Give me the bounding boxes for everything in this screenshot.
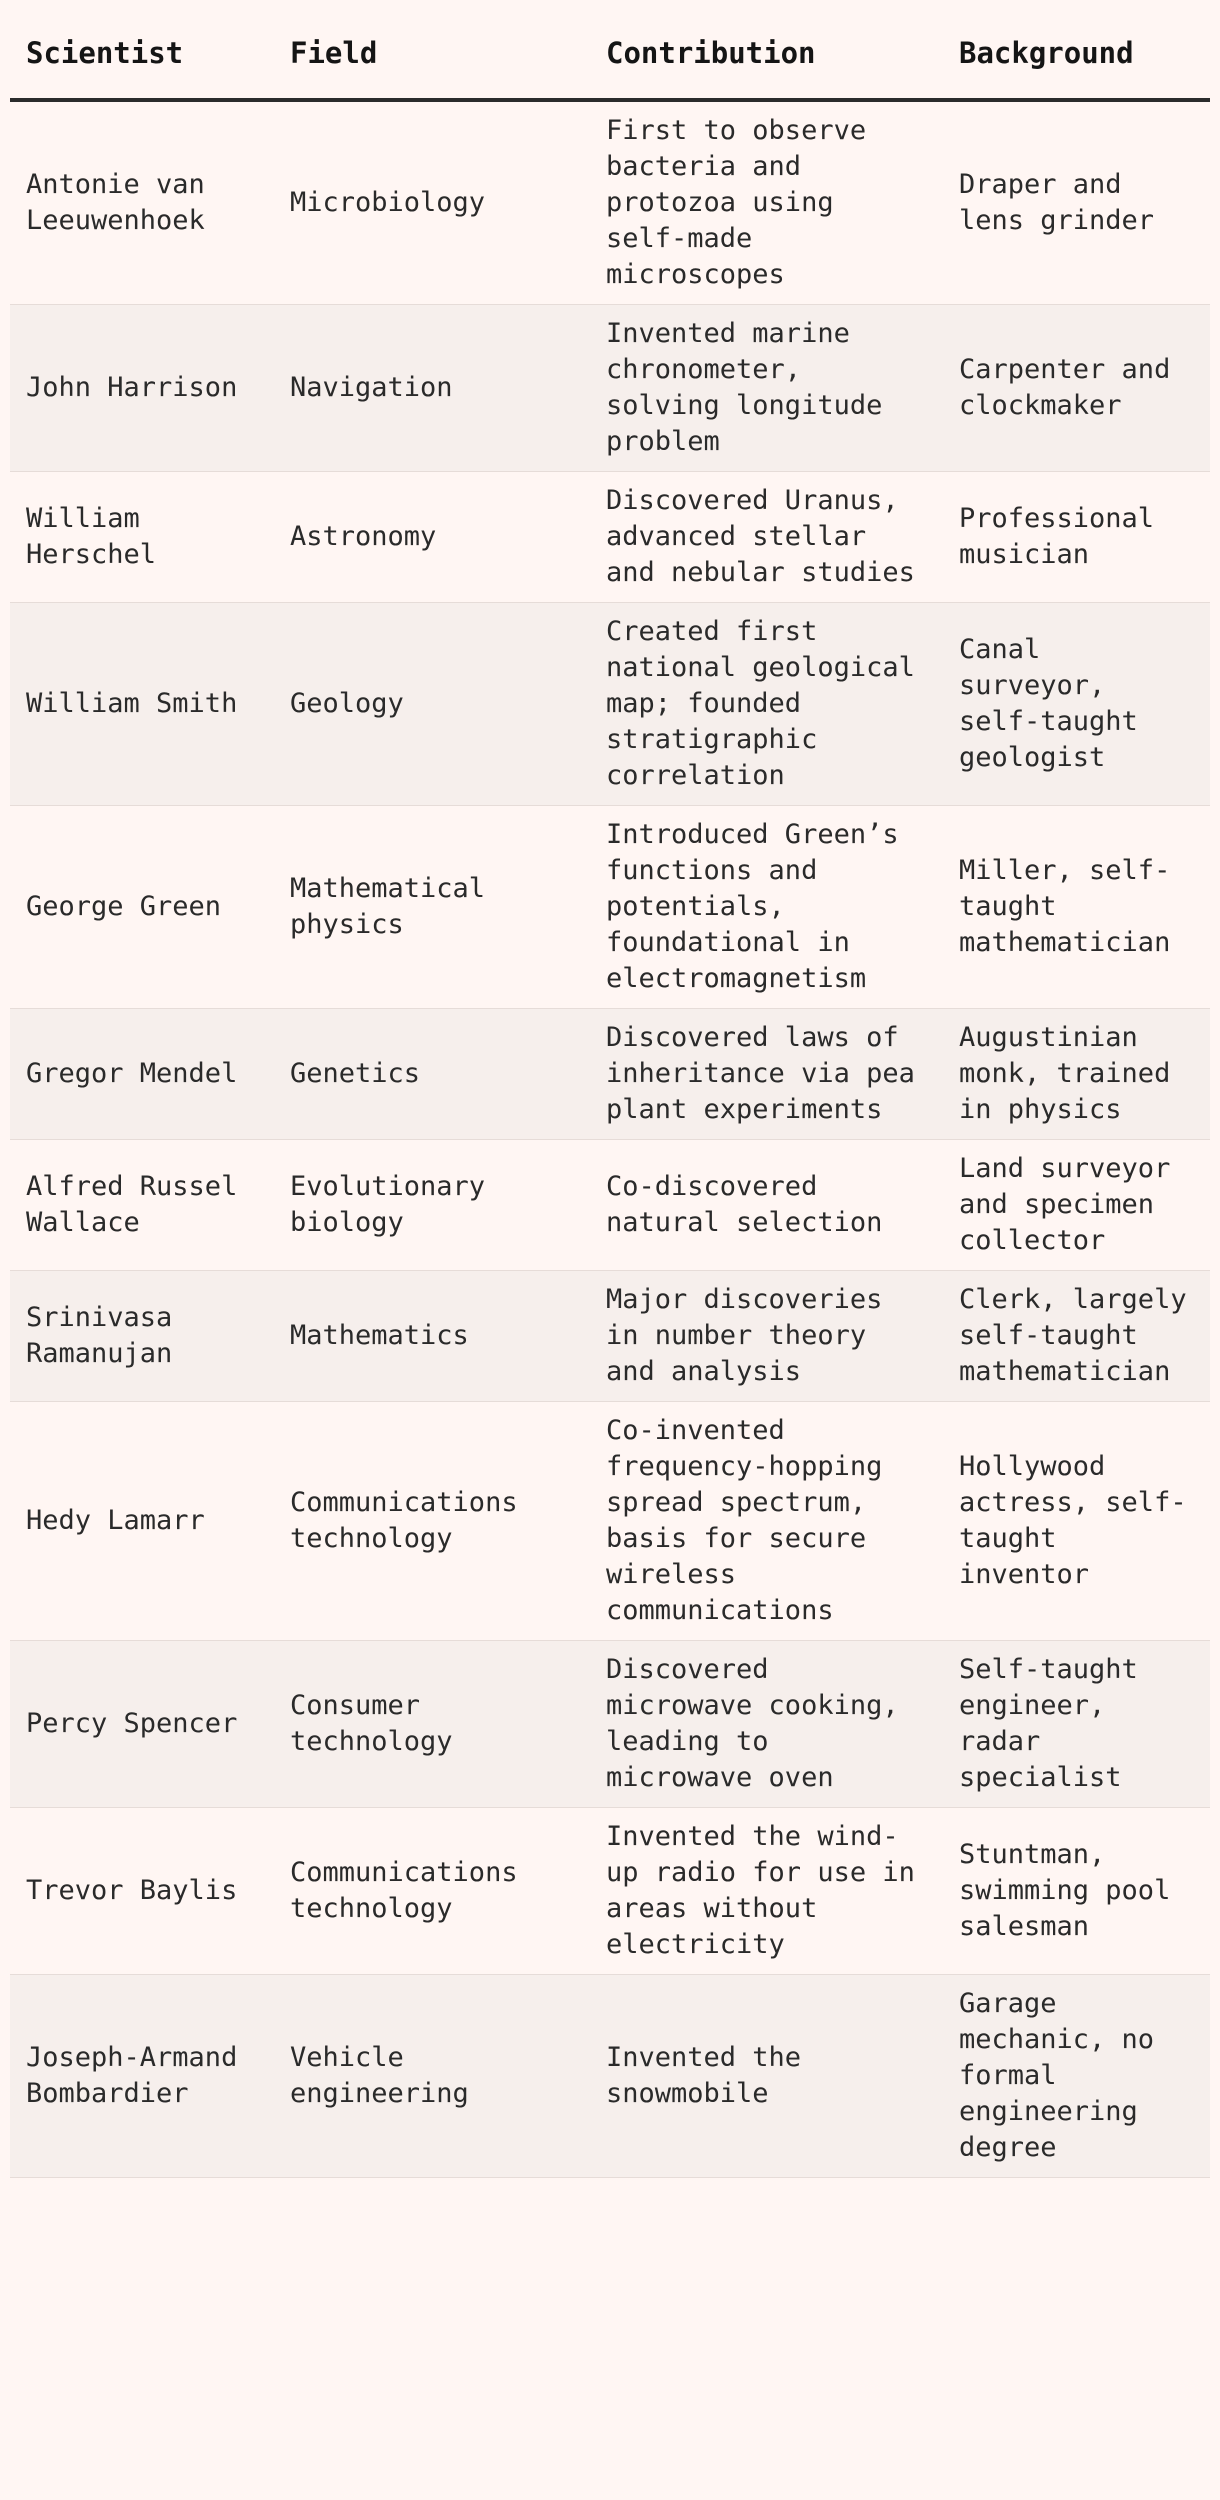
cell-field: Consumer technology — [274, 1641, 590, 1808]
cell-background: Garage mechanic, no formal engineering degree — [943, 1975, 1210, 2178]
table-row — [10, 1140, 1210, 1271]
cell-field: Navigation — [274, 305, 590, 472]
cell-background: Canal surveyor, self-taught geologist — [943, 603, 1210, 806]
table-row — [10, 1641, 1210, 1808]
table-row — [10, 806, 1210, 1009]
cell-scientist: Percy Spencer — [10, 1641, 274, 1808]
cell-field: Communications technology — [274, 1402, 590, 1641]
cell-scientist: Gregor Mendel — [10, 1009, 274, 1140]
cell-field: Genetics — [274, 1009, 590, 1140]
table-row — [10, 1271, 1210, 1402]
cell-field: Microbiology — [274, 100, 590, 305]
cell-contribution: Co-invented frequency-hopping spread spectrum, basis for secure wireless communications — [590, 1402, 943, 1641]
table-body — [10, 100, 1210, 2178]
table-row — [10, 1975, 1210, 2178]
cell-scientist: George Green — [10, 806, 274, 1009]
table-row — [10, 1009, 1210, 1140]
cell-scientist: William Herschel — [10, 472, 274, 603]
table-row — [10, 472, 1210, 603]
cell-field: Geology — [274, 603, 590, 806]
cell-background: Augustinian monk, trained in physics — [943, 1009, 1210, 1140]
cell-field: Vehicle engineering — [274, 1975, 590, 2178]
table-row — [10, 100, 1210, 305]
header-background: Background — [943, 0, 1210, 100]
header-field: Field — [274, 0, 590, 100]
cell-contribution: Discovered microwave cooking, leading to microwave oven — [590, 1641, 943, 1808]
cell-scientist: Srinivasa Ramanujan — [10, 1271, 274, 1402]
cell-field: Astronomy — [274, 472, 590, 603]
header-contribution: Contribution — [590, 0, 943, 100]
cell-background: Carpenter and clockmaker — [943, 305, 1210, 472]
cell-scientist: William Smith — [10, 603, 274, 806]
cell-background: Professional musician — [943, 472, 1210, 603]
scientists-table — [10, 0, 1210, 2178]
cell-scientist: Alfred Russel Wallace — [10, 1140, 274, 1271]
table-row — [10, 1808, 1210, 1975]
cell-field: Mathematics — [274, 1271, 590, 1402]
scientists-table-container — [10, 0, 1210, 2178]
header-row — [10, 0, 1210, 100]
cell-contribution: Introduced Green’s functions and potentials, foundational in electromagnetism — [590, 806, 943, 1009]
cell-scientist: Joseph-Armand Bombardier — [10, 1975, 274, 2178]
cell-scientist: John Harrison — [10, 305, 274, 472]
cell-contribution: Created first national geological map; founded stratigraphic correlation — [590, 603, 943, 806]
cell-contribution: Discovered laws of inheritance via pea plant experiments — [590, 1009, 943, 1140]
cell-contribution: Invented the wind-up radio for use in areas without electricity — [590, 1808, 943, 1975]
cell-background: Draper and lens grinder — [943, 100, 1210, 305]
cell-contribution: Major discoveries in number theory and analysis — [590, 1271, 943, 1402]
cell-scientist: Trevor Baylis — [10, 1808, 274, 1975]
cell-contribution: Invented marine chronometer, solving longitude problem — [590, 305, 943, 472]
cell-contribution: Discovered Uranus, advanced stellar and nebular studies — [590, 472, 943, 603]
cell-field: Mathematical physics — [274, 806, 590, 1009]
header-scientist: Scientist — [10, 0, 274, 100]
cell-contribution: Invented the snowmobile — [590, 1975, 943, 2178]
cell-contribution: First to observe bacteria and protozoa using self-made microscopes — [590, 100, 943, 305]
cell-background: Miller, self-taught mathematician — [943, 806, 1210, 1009]
cell-background: Self-taught engineer, radar specialist — [943, 1641, 1210, 1808]
cell-field: Communications technology — [274, 1808, 590, 1975]
cell-background: Hollywood actress, self-taught inventor — [943, 1402, 1210, 1641]
cell-contribution: Co-discovered natural selection — [590, 1140, 943, 1271]
cell-background: Land surveyor and specimen collector — [943, 1140, 1210, 1271]
cell-scientist: Hedy Lamarr — [10, 1402, 274, 1641]
cell-field: Evolutionary biology — [274, 1140, 590, 1271]
table-row — [10, 603, 1210, 806]
table-header — [10, 0, 1210, 100]
cell-background: Clerk, largely self-taught mathematician — [943, 1271, 1210, 1402]
cell-scientist: Antonie van Leeuwenhoek — [10, 100, 274, 305]
table-row — [10, 305, 1210, 472]
table-row — [10, 1402, 1210, 1641]
cell-background: Stuntman, swimming pool salesman — [943, 1808, 1210, 1975]
